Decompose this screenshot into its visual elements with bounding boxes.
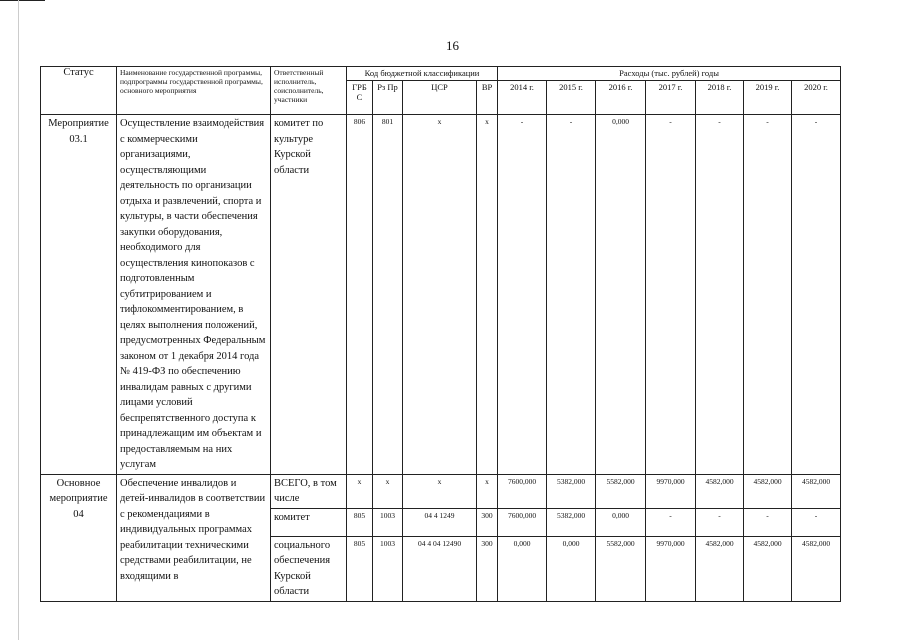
- value-cell: 5382,000: [547, 508, 596, 536]
- value-cell: 5582,000: [596, 536, 646, 601]
- grbs-cell: 806: [347, 115, 373, 475]
- page-number: 16: [446, 38, 459, 53]
- value-cell: 7600,000: [498, 474, 547, 508]
- value-cell: -: [744, 115, 792, 475]
- header-year: 2018 г.: [696, 81, 744, 115]
- csr-cell: 04 4 04 12490: [403, 536, 477, 601]
- header-grbs: ГРБ С: [347, 81, 373, 115]
- header-year: 2020 г.: [792, 81, 841, 115]
- value-cell: -: [792, 508, 841, 536]
- frame-top-line: [0, 0, 45, 1]
- status-cell: Основное мероприятие 04: [41, 474, 117, 601]
- header-year: 2014 г.: [498, 81, 547, 115]
- value-cell: -: [547, 115, 596, 475]
- vr-cell: 300: [477, 536, 498, 601]
- grbs-cell: х: [347, 474, 373, 508]
- header-budget-code: Код бюджетной классификации: [347, 67, 498, 81]
- value-cell: 0,000: [596, 115, 646, 475]
- rzpr-cell: 1003: [373, 508, 403, 536]
- header-responsible: Ответственный исполнитель, соисполнитель, участники: [271, 67, 347, 115]
- value-cell: -: [498, 115, 547, 475]
- header-status: Статус: [41, 67, 117, 115]
- header-vr: ВР: [477, 81, 498, 115]
- value-cell: -: [792, 115, 841, 475]
- value-cell: -: [744, 508, 792, 536]
- vr-cell: х: [477, 115, 498, 475]
- rzpr-cell: 1003: [373, 536, 403, 601]
- csr-cell: х: [403, 115, 477, 475]
- responsible-cell: комитет по культуре Курской области: [271, 115, 347, 475]
- responsible-cell: ВСЕГО, в том числе: [271, 474, 347, 508]
- value-cell: -: [646, 508, 696, 536]
- value-cell: 0,000: [498, 536, 547, 601]
- value-cell: 0,000: [596, 508, 646, 536]
- value-cell: 9970,000: [646, 474, 696, 508]
- grbs-cell: 805: [347, 508, 373, 536]
- table-row: [41, 474, 841, 508]
- value-cell: 5382,000: [547, 474, 596, 508]
- name-cell: Обеспечение инвалидов и детей-инвалидов в соответствии с рекомендациями в индивидуальных программах реабилитации техническими средствами реабилитации, не входящими в: [117, 474, 271, 601]
- value-cell: -: [696, 115, 744, 475]
- value-cell: -: [646, 115, 696, 475]
- value-cell: 0,000: [547, 536, 596, 601]
- value-cell: 9970,000: [646, 536, 696, 601]
- header-rzpr: Рз Пр: [373, 81, 403, 115]
- status-cell: Мероприятие 03.1: [41, 115, 117, 475]
- value-cell: 4582,000: [792, 536, 841, 601]
- header-expenses: Расходы (тыс. рублей) годы: [498, 67, 841, 81]
- vr-cell: 300: [477, 508, 498, 536]
- name-cell: Осуществление взаимодействия с коммерческими организациями, осуществляющими деятельность по организации отдыха и развлечений, спорта и культуры, в части обеспечения закупки оборудования, необходимого для осуществления кинопоказов с подготовленным субтитрированием и тифлокомментированием, в целях выполнения положений, предусмотренных Федеральным законом от 1 декабря 2014 года № 419-ФЗ по обеспечению инвалидам равных с другими лицами условий беспрепятственного доступа к принадлежащим им объектам и предоставляемым на них услугам: [117, 115, 271, 475]
- value-cell: 4582,000: [696, 536, 744, 601]
- value-cell: 5582,000: [596, 474, 646, 508]
- header-year: 2015 г.: [547, 81, 596, 115]
- responsible-cell: комитет: [271, 508, 347, 536]
- header-year: 2019 г.: [744, 81, 792, 115]
- header-year: 2017 г.: [646, 81, 696, 115]
- value-cell: 7600,000: [498, 508, 547, 536]
- table-row: [41, 115, 841, 475]
- vr-cell: х: [477, 474, 498, 508]
- value-cell: 4582,000: [696, 474, 744, 508]
- header-year: 2016 г.: [596, 81, 646, 115]
- budget-table: [40, 66, 841, 602]
- grbs-cell: 805: [347, 536, 373, 601]
- responsible-cell: социального обеспечения Курской области: [271, 536, 347, 601]
- rzpr-cell: 801: [373, 115, 403, 475]
- frame-left-line: [18, 0, 19, 640]
- header-name: Наименование государственной программы, подпрограммы государственной программы, основного мероприятия: [117, 67, 271, 115]
- csr-cell: х: [403, 474, 477, 508]
- header-csr: ЦСР: [403, 81, 477, 115]
- csr-cell: 04 4 1249: [403, 508, 477, 536]
- rzpr-cell: х: [373, 474, 403, 508]
- value-cell: 4582,000: [744, 474, 792, 508]
- value-cell: 4582,000: [792, 474, 841, 508]
- value-cell: 4582,000: [744, 536, 792, 601]
- value-cell: -: [696, 508, 744, 536]
